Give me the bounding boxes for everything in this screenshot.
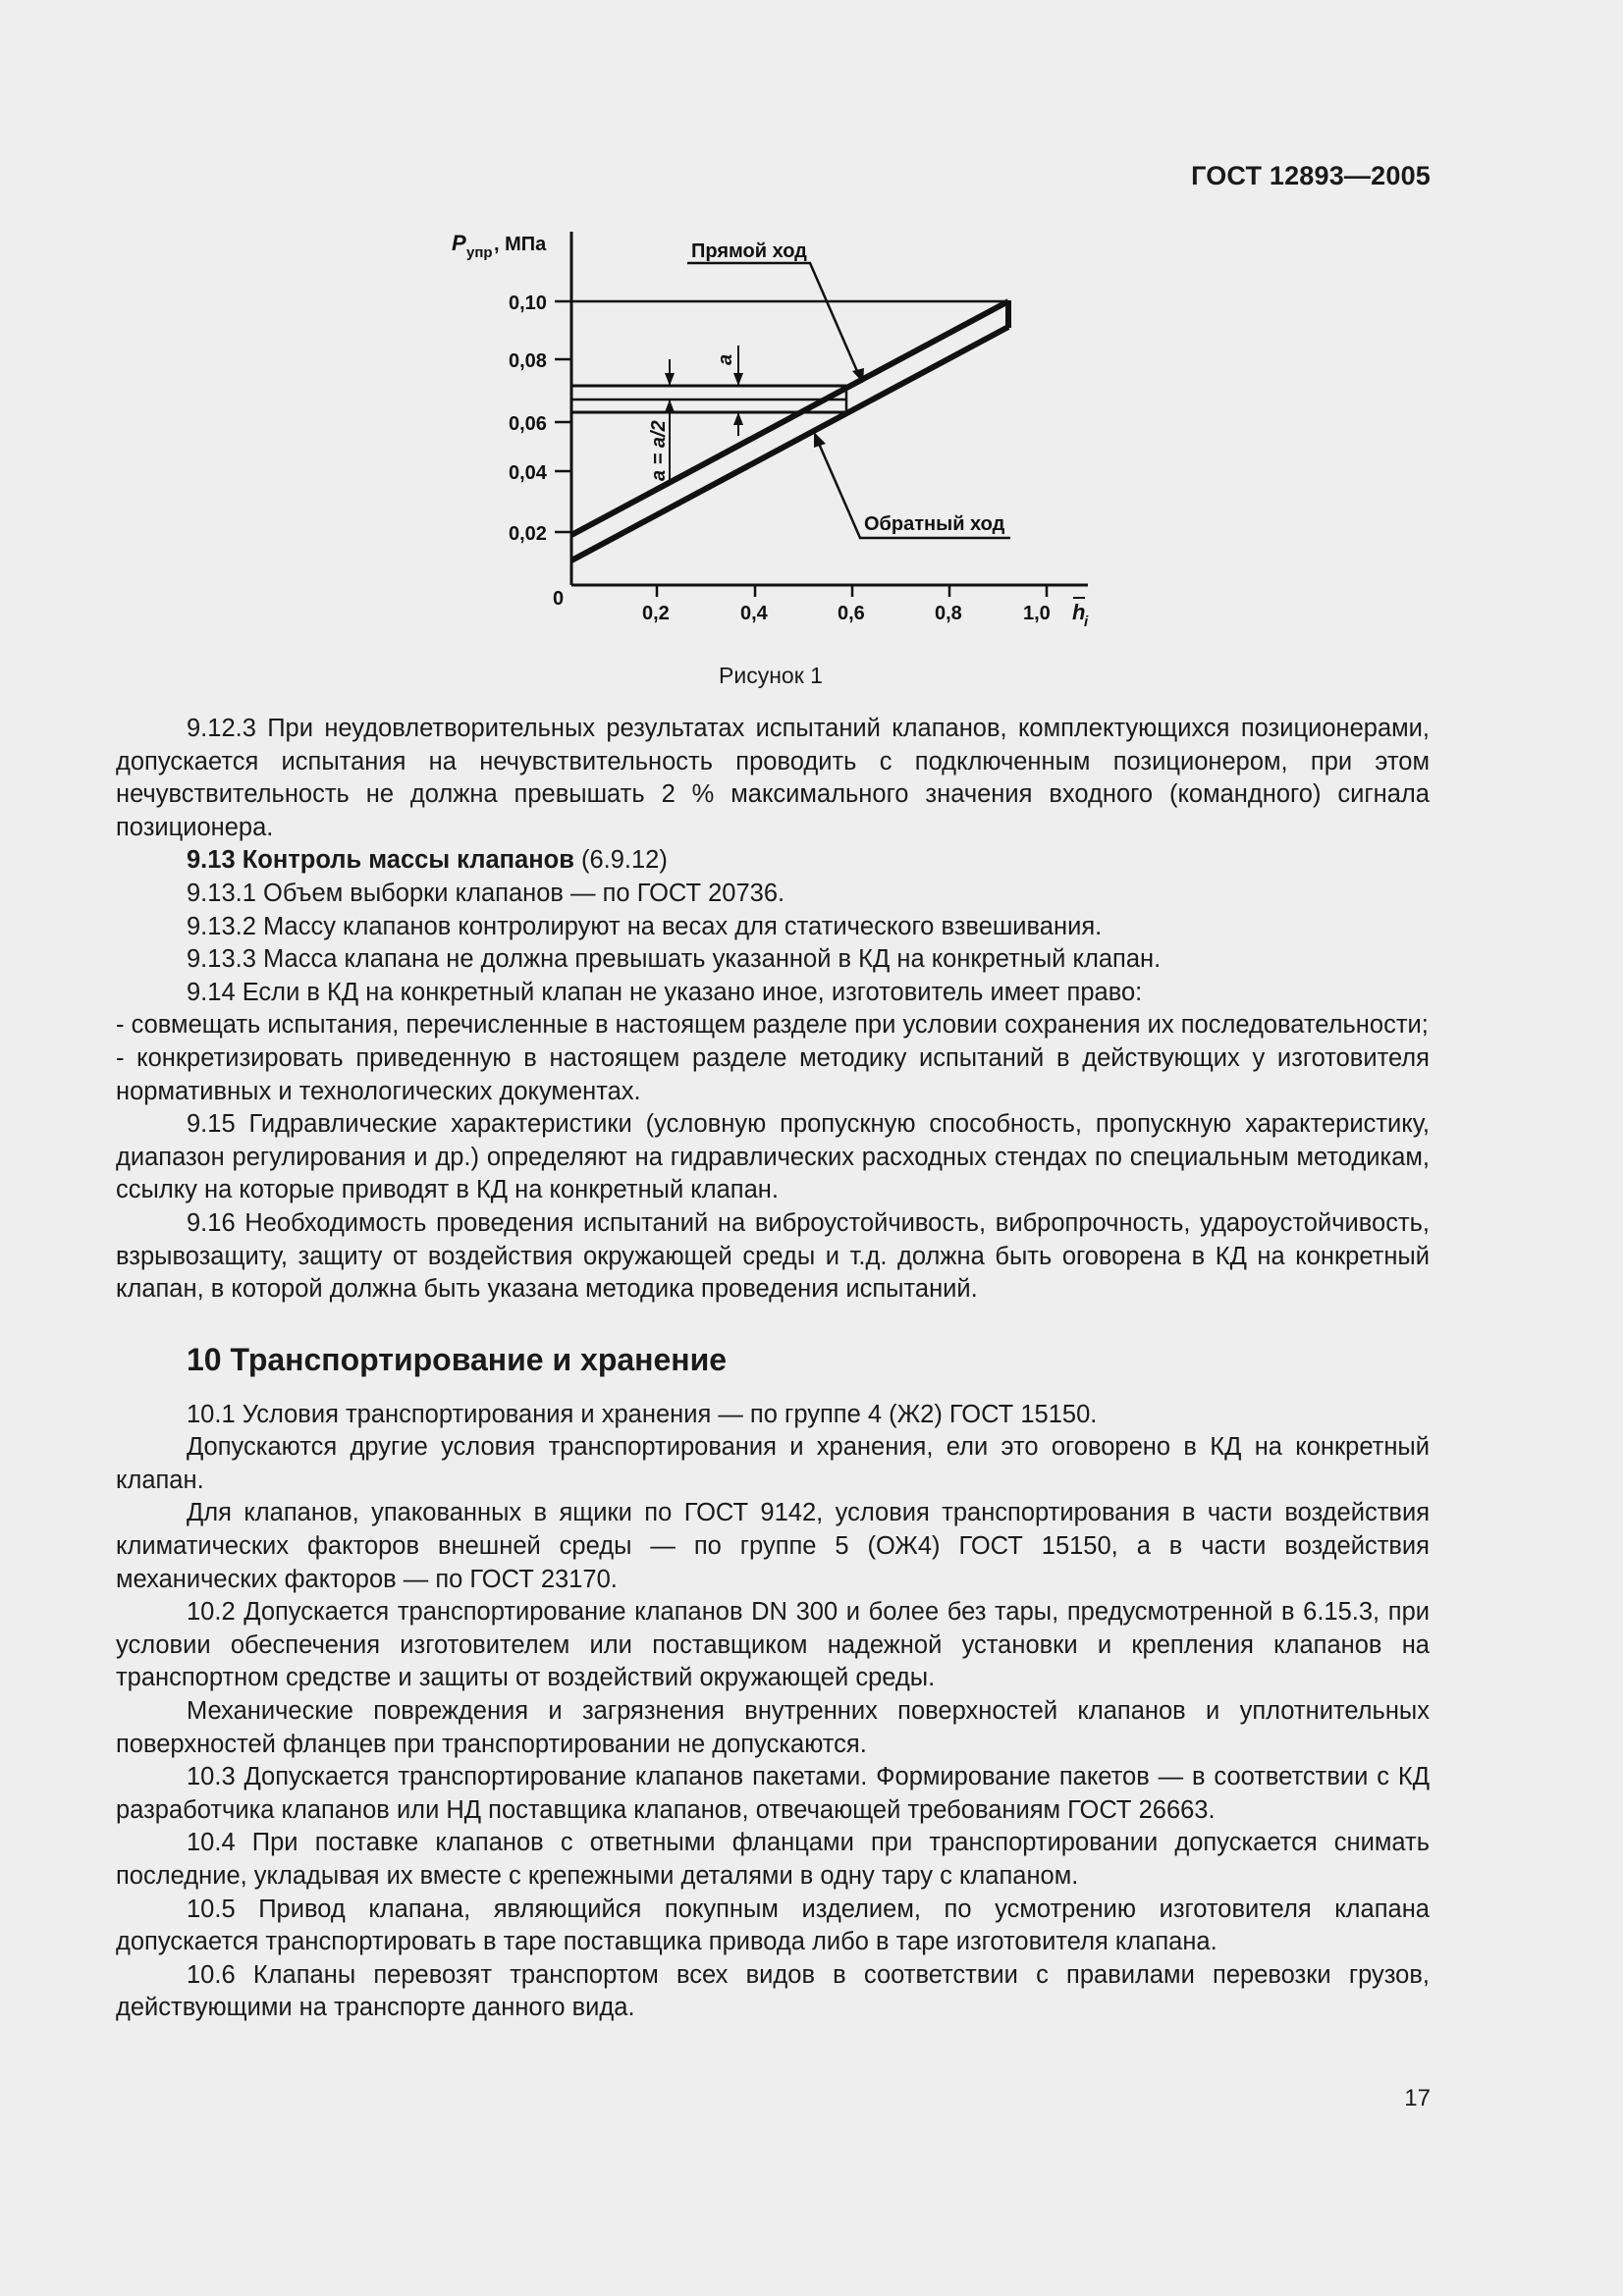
paragraph: 9.16 Необходимость проведения испытаний на виброустойчивость, вибропрочность, удароустойчивость, взрывозащиту, защиту от воздействия окружающей среды и т.д. должна быть оговорена в КД на конкретный клапан, в которой должна быть указана методика проведения испытаний. — [116, 1208, 1430, 1304]
paragraph: 9.13.2 Массу клапанов контролируют на весах для статического взвешивания. — [187, 912, 1103, 940]
paragraph: 9.13.3 Масса клапана не должна превышать указанной в КД на конкретный клапан. — [187, 945, 1162, 974]
y-axis-label-unit: , МПа — [494, 234, 547, 255]
paragraph: Механические повреждения и загрязнения внутренних поверхностей клапанов и уплотнительных поверхностей фланцев при транспортировании не допускаются. — [116, 1697, 1430, 1758]
list-item: - конкретизировать приведенную в настоящем разделе методику испытаний в действующих у изготовителя нормативных и технологических документах. — [116, 1043, 1430, 1105]
x-tick-label: 1,0 — [1023, 603, 1051, 624]
paragraph: 10.1 Условия транспортирования и хранения — по группе 4 (Ж2) ГОСТ 15150. — [187, 1400, 1098, 1428]
y-axis-label-symbol: P — [452, 231, 466, 255]
paragraph: 9.13.1 Объем выборки клапанов — по ГОСТ 20736. — [187, 879, 785, 907]
reverse-stroke-label: Обратный ход — [864, 513, 1005, 535]
section-title: 10 Транспортирование и хранение — [187, 1341, 728, 1377]
forward-stroke-line — [571, 301, 1008, 535]
hysteresis-diagram — [0, 0, 1623, 707]
forward-leader — [687, 263, 860, 378]
y-axis-label-sub: упр — [466, 244, 493, 261]
paragraph: 10.4 При поставке клапанов с ответными фланцами при транспортировании допускается снимать последние, укладывая их вместе с крепежными деталями в одну тару с клапаном. — [116, 1829, 1430, 1890]
y-tick-label: 0,02 — [509, 523, 547, 545]
paragraph: 10.2 Допускается транспортирование клапанов DN 300 и более без тары, предусмотренной в 6.15.3, при условии обеспечения изготовителем или поставщиком надежной установки и крепления клапанов на транспортном средстве и защиты от воздействий окружающей среды. — [116, 1598, 1430, 1692]
paragraph: 9.15 Гидравлические характеристики (условную пропускную способность, пропускную характеристику, диапазон регулирования и др.) определяют на гидравлических расходных стендах по специальным методикам, ссылку на которые приводят в КД на конкретный клапан. — [116, 1110, 1430, 1204]
document-id-header: ГОСТ 12893—2005 — [1191, 161, 1431, 190]
list-item: - совмещать испытания, перечисленные в настоящем разделе при условии сохранения их последовательности; — [116, 1011, 1429, 1040]
paragraph: 10.6 Клапаны перевозят транспортом всех видов в соответствии с правилами перевозки грузов, действующими на транспорте данного вида. — [116, 1960, 1430, 2022]
figure-1 — [0, 0, 1623, 707]
y-tick-label: 0,06 — [509, 413, 547, 435]
dimension-a-half-label: a = a/2 — [648, 420, 670, 481]
forward-stroke-label: Прямой ход — [691, 240, 807, 262]
x-tick-label: 0,8 — [935, 603, 962, 624]
paragraph: 9.12.3 При неудовлетворительных результатах испытаний клапанов, комплектующихся позиционерами, допускается испытания на нечувствительность проводить с подключенным позиционером, при этом нечувствительность не должна превышать 2 % максимального значения входного (командного) сигнала позиционера. — [116, 715, 1430, 841]
subsection-ref: (6.9.12) — [580, 846, 668, 875]
y-tick-label: 0,08 — [509, 350, 547, 372]
paragraph: 10.3 Допускается транспортирование клапанов пакетами. Формирование пакетов — в соответствии с КД разработчика клапанов или НД поставщика клапанов, отвечающей требованиям ГОСТ 26663. — [116, 1763, 1430, 1824]
paragraph: 10.5 Привод клапана, являющийся покупным изделием, по усмотрению изготовителя клапана допускается транспортировать в таре поставщика привода либо в таре изготовителя клапана. — [116, 1895, 1430, 1956]
y-tick-label: 0,04 — [509, 462, 547, 484]
y-tick-label: 0,10 — [509, 293, 547, 314]
x-tick-label: 0,6 — [838, 603, 865, 624]
x-tick-label: 0,4 — [740, 603, 768, 624]
paragraph: 9.14 Если в КД на конкретный клапан не указано иное, изготовитель имеет право: — [187, 978, 1143, 1006]
paragraph: Допускаются другие условия транспортирования и хранения, ели это оговорено в КД на конкретный клапан. — [116, 1433, 1430, 1494]
x-tick-label: 0,2 — [642, 603, 670, 624]
x-axis-label-sub: i — [1084, 614, 1089, 630]
subsection-heading — [116, 844, 1430, 878]
subsection-number: 9.13 — [187, 846, 236, 875]
subsection-title: Контроль массы клапанов — [242, 846, 574, 875]
page-number: 17 — [1404, 2085, 1431, 2111]
origin-label: 0 — [553, 588, 565, 610]
figure-caption: Рисунок 1 — [719, 663, 823, 688]
x-axis-label-symbol: h — [1072, 600, 1086, 624]
dimension-a-label: a — [715, 353, 736, 365]
document-body — [116, 713, 1430, 2025]
paragraph: Для клапанов, упакованных в ящики по ГОСТ 9142, условия транспортирования в части воздействия климатических факторов внешней среды — по группе 5 (ОЖ4) ГОСТ 15150, а в части воздействия механических факторов — по ГОСТ 23170. — [116, 1499, 1430, 1593]
